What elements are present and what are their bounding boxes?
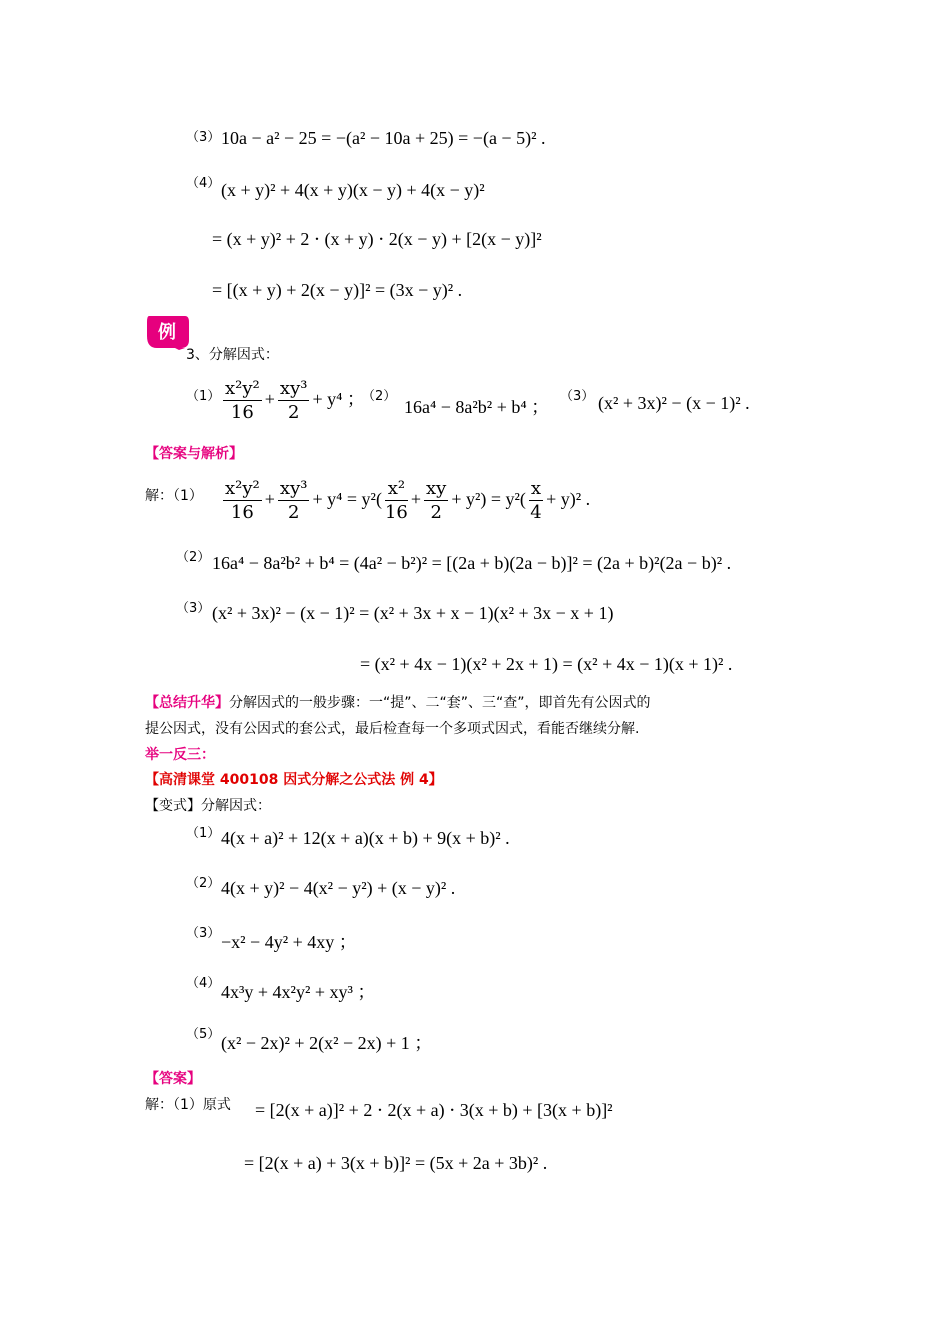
summary-text: 提公因式，没有公因式的套公式，最后检查每一个多项式因式，看能否继续分解. (145, 721, 640, 737)
equation: (x² + 3x)² − (x − 1)² = (x² + 3x + x − 1)(x² + 3x − x + 1) (212, 603, 614, 623)
equation: = (x + y)² + 2 ⋅ (x + y) ⋅ 2(x − y) + [2(x − y)]² (212, 229, 542, 249)
equation: + y⁴ = y²( (312, 489, 382, 509)
answer-heading: 【答案与解析】 (145, 446, 243, 462)
equation: 4(x + a)² + 12(x + a)(x + b) + 9(x + b)² . (221, 828, 510, 848)
problem-label: （2） (362, 389, 397, 404)
summary-line (145, 692, 651, 712)
fraction-numerator: x²y² (225, 478, 260, 499)
equation: 16a⁴ − 8a²b² + b⁴ ； (404, 397, 550, 417)
solution-intro: 解：（1） (145, 488, 203, 504)
problem-label: （1） (186, 389, 221, 404)
equation: (x + y)² + 4(x + y)(x − y) + 4(x − y)² (221, 180, 485, 200)
fraction-denominator: 16 (384, 502, 408, 523)
answer-heading: 【答案】 (145, 1071, 201, 1087)
equation: = [2(x + a) + 3(x + b)]² = (5x + 2a + 3b)² . (244, 1153, 548, 1173)
equation: = [2(x + a)]² + 2 ⋅ 2(x + a) ⋅ 3(x + b) + [3(x + b)]² (255, 1100, 613, 1120)
equation: (x² + 3x)² − (x − 1)² . (598, 393, 750, 413)
fraction-denominator: 2 (287, 502, 300, 523)
equation: + y)² . (546, 489, 591, 509)
fraction-denominator: 4 (530, 502, 542, 523)
fraction-numerator: xy (426, 478, 447, 499)
solution-1: $\frac{\text{x²y²}}{16}$ + $\frac{\text{xy³}}{2}$ + y⁴ = y²( $\frac{\text{x²}}{16}$ + $\frac{xy}{2}$ + y²) = y²( $\frac{x}{4}$ + y)² . (225, 478, 591, 523)
solution-label: （3） (176, 601, 211, 616)
variant-label: （3） (186, 926, 221, 941)
fraction-numerator: x (530, 478, 542, 499)
item-label: （4） (186, 176, 221, 191)
summary-text: 分解因式的一般步骤：一“提”、二“套”、三“查”，即首先有公因式的 (229, 695, 651, 711)
summary-tag: 【总结升华】 (145, 695, 229, 711)
fraction-denominator: 16 (230, 502, 254, 523)
problem-label: （3） (560, 389, 595, 404)
equation: = [(x + y) + 2(x − y)]² = (3x − y)² . (212, 280, 463, 300)
badge-text: 例 (158, 322, 176, 343)
equation: (x² − 2x)² + 2(x² − 2x) + 1 ； (221, 1033, 433, 1053)
equation: −x² − 4y² + 4xy ； (221, 932, 357, 952)
example-badge-icon (145, 314, 189, 350)
equation: 16a⁴ − 8a²b² + b⁴ = (4a² − b²)² = [(2a + b)(2a − b)]² = (2a + b)²(2a − b)² . (212, 553, 732, 573)
solution-label: （2） (176, 550, 211, 565)
item-label: （3） (186, 130, 221, 145)
practice-heading: 举一反三： (145, 747, 215, 763)
course-title: 【高清课堂 400108 因式分解之公式法 例 4】 (145, 772, 443, 788)
fraction-denominator: 2 (430, 502, 442, 523)
fraction-denominator: 2 (287, 402, 300, 423)
equation: + y²) = y²( (451, 489, 526, 509)
solution-intro: 解：（1）原式 (145, 1097, 231, 1113)
fraction-numerator: x² (385, 478, 408, 501)
variant-heading: 【变式】分解因式： (145, 798, 271, 814)
variant-label: （1） (186, 826, 221, 841)
example-heading: 3、分解因式： (186, 347, 279, 363)
variant-label: （2） (186, 876, 221, 891)
variant-label: （4） (186, 976, 221, 991)
equation: 4x³y + 4x²y² + xy³ ； (221, 982, 376, 1002)
variant-label: （5） (186, 1027, 221, 1042)
problem-1: $\frac{\text{x²y²}}{16}$ + $\frac{\text{xy³}}{2}$ + y⁴ ； (225, 378, 365, 423)
equation: 10a − a² − 25 = −(a² − 10a + 25) = −(a − 5)² . (221, 128, 546, 148)
fraction-denominator: 16 (230, 402, 254, 423)
fraction-numerator: x²y² (225, 378, 260, 399)
fraction-numerator: xy³ (279, 478, 308, 499)
equation: 4(x + y)² − 4(x² − y²) + (x − y)² . (221, 878, 456, 898)
equation: + y⁴ ； (312, 389, 365, 409)
fraction-numerator: xy³ (279, 378, 308, 399)
equation: = (x² + 4x − 1)(x² + 2x + 1) = (x² + 4x − 1)(x + 1)² . (360, 654, 733, 674)
